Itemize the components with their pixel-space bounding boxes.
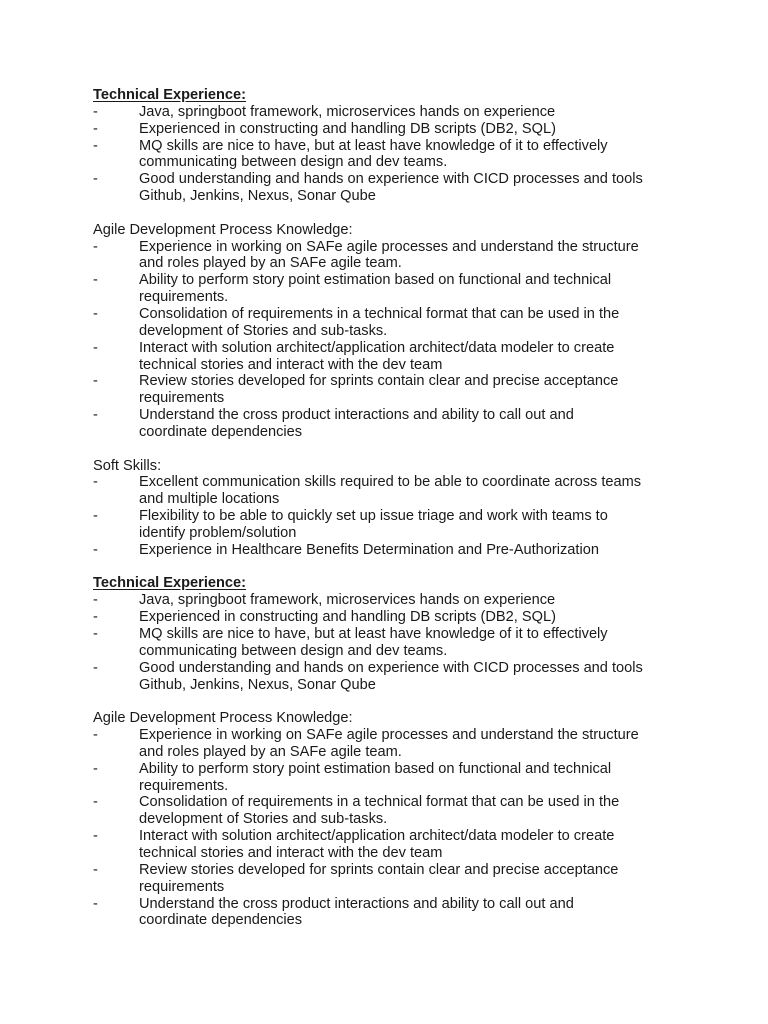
- list-item-text: Understand the cross product interactions and ability to call out and coordinate dependencies: [139, 407, 574, 440]
- list-item: [93, 828, 733, 862]
- list-item: [93, 121, 733, 138]
- bullet-dash: -: [93, 508, 98, 525]
- bullet-dash: -: [93, 626, 98, 642]
- section-technical-experience-2: [93, 575, 733, 693]
- bullet-list: [93, 239, 733, 441]
- section-technical-experience-1: [93, 87, 733, 205]
- bullet-dash: -: [93, 120, 98, 137]
- list-item: [93, 609, 733, 626]
- list-item-text: Good understanding and hands on experience with CICD processes and tools Github, Jenkins, Nexus, Sonar Qube: [139, 171, 643, 205]
- bullet-dash: -: [93, 373, 98, 390]
- bullet-dash: -: [93, 727, 98, 744]
- section-heading: Agile Development Process Knowledge:: [93, 710, 353, 727]
- list-item-text: Ability to perform story point estimation based on functional and technical requirements.: [139, 760, 612, 794]
- section-heading: Technical Experience:: [93, 87, 247, 103]
- bullet-dash: -: [93, 592, 98, 609]
- list-item-text: Review stories developed for sprints contain clear and precise acceptance requirements: [139, 861, 619, 895]
- bullet-dash: -: [93, 474, 98, 491]
- list-item-text: Flexibility to be able to quickly set up issue triage and work with teams to identify problem/solution: [139, 508, 608, 541]
- list-item-text: Understand the cross product interactions and ability to call out and coordinate dependencies: [139, 895, 574, 929]
- list-item-text: Experience in Healthcare Benefits Determination and Pre-Authorization: [139, 541, 599, 558]
- list-item: [93, 138, 733, 172]
- list-item-text: Interact with solution architect/application architect/data modeler to create technical stories and interact with the dev team: [139, 828, 615, 861]
- list-item-text: Experience in working on SAFe agile processes and understand the structure and roles played by an SAFe agile team.: [139, 238, 639, 272]
- list-item-text: MQ skills are nice to have, but at least have knowledge of it to effectively communicating between design and dev teams.: [139, 626, 608, 659]
- list-item: [93, 626, 733, 660]
- bullet-dash: -: [93, 305, 98, 322]
- list-item-text: Experienced in constructing and handling DB scripts (DB2, SQL): [139, 120, 556, 137]
- list-item-text: Ability to perform story point estimation based on functional and technical requirements.: [139, 272, 612, 306]
- bullet-dash: -: [93, 609, 98, 626]
- list-item-text: Experience in working on SAFe agile processes and understand the structure and roles played by an SAFe agile team.: [139, 727, 639, 760]
- list-item-text: Excellent communication skills required to be able to coordinate across teams and multiple locations: [139, 474, 642, 508]
- list-item: [93, 373, 733, 407]
- list-item: [93, 340, 733, 374]
- bullet-list: [93, 592, 733, 693]
- list-item: [93, 592, 733, 609]
- list-item-text: Good understanding and hands on experience with CICD processes and tools Github, Jenkins, Nexus, Sonar Qube: [139, 659, 643, 693]
- list-item-text: Consolidation of requirements in a technical format that can be used in the development of Stories and sub-tasks.: [139, 305, 620, 339]
- list-item: [93, 862, 733, 896]
- list-item: [93, 272, 733, 306]
- list-item-text: MQ skills are nice to have, but at least have knowledge of it to effectively communicating between design and dev teams.: [139, 137, 608, 171]
- list-item-text: Review stories developed for sprints contain clear and precise acceptance requirements: [139, 373, 619, 407]
- list-item: [93, 407, 733, 441]
- section-heading: Technical Experience:: [93, 575, 247, 592]
- bullet-dash: -: [93, 103, 98, 120]
- list-item: [93, 104, 733, 121]
- bullet-list: [93, 727, 733, 929]
- list-item: [93, 306, 733, 340]
- bullet-dash: -: [93, 828, 98, 845]
- list-item-text: Interact with solution architect/application architect/data modeler to create technical stories and interact with the dev team: [139, 339, 615, 373]
- bullet-dash: -: [93, 794, 98, 811]
- bullet-dash: -: [93, 407, 98, 424]
- bullet-dash: -: [93, 760, 98, 777]
- section-soft-skills: [93, 458, 733, 559]
- list-item: [93, 794, 733, 828]
- bullet-dash: -: [93, 137, 98, 154]
- list-item-text: Java, springboot framework, microservices hands on experience: [139, 103, 556, 120]
- list-item: [93, 239, 733, 273]
- bullet-dash: -: [93, 861, 98, 878]
- bullet-dash: -: [93, 659, 98, 676]
- document-page: [93, 87, 733, 946]
- bullet-dash: -: [93, 895, 98, 912]
- list-item: [93, 542, 733, 559]
- section-heading: Soft Skills:: [93, 457, 162, 474]
- list-item-text: Experienced in constructing and handling DB scripts (DB2, SQL): [139, 609, 556, 626]
- bullet-dash: -: [93, 541, 98, 558]
- section-heading: Agile Development Process Knowledge:: [93, 221, 353, 238]
- bullet-dash: -: [93, 339, 98, 356]
- bullet-dash: -: [93, 171, 98, 188]
- list-item: [93, 171, 733, 205]
- bullet-list: [93, 104, 733, 205]
- list-item: [93, 727, 733, 761]
- bullet-dash: -: [93, 272, 98, 289]
- list-item-text: Consolidation of requirements in a technical format that can be used in the development of Stories and sub-tasks.: [139, 794, 620, 828]
- list-item: [93, 660, 733, 694]
- list-item: [93, 474, 733, 508]
- bullet-list: [93, 474, 733, 558]
- list-item: [93, 896, 733, 930]
- bullet-dash: -: [93, 238, 98, 255]
- list-item: [93, 508, 733, 542]
- list-item-text: Java, springboot framework, microservices hands on experience: [139, 592, 556, 609]
- section-agile-knowledge-1: [93, 222, 733, 441]
- section-agile-knowledge-2: [93, 710, 733, 929]
- list-item: [93, 761, 733, 795]
